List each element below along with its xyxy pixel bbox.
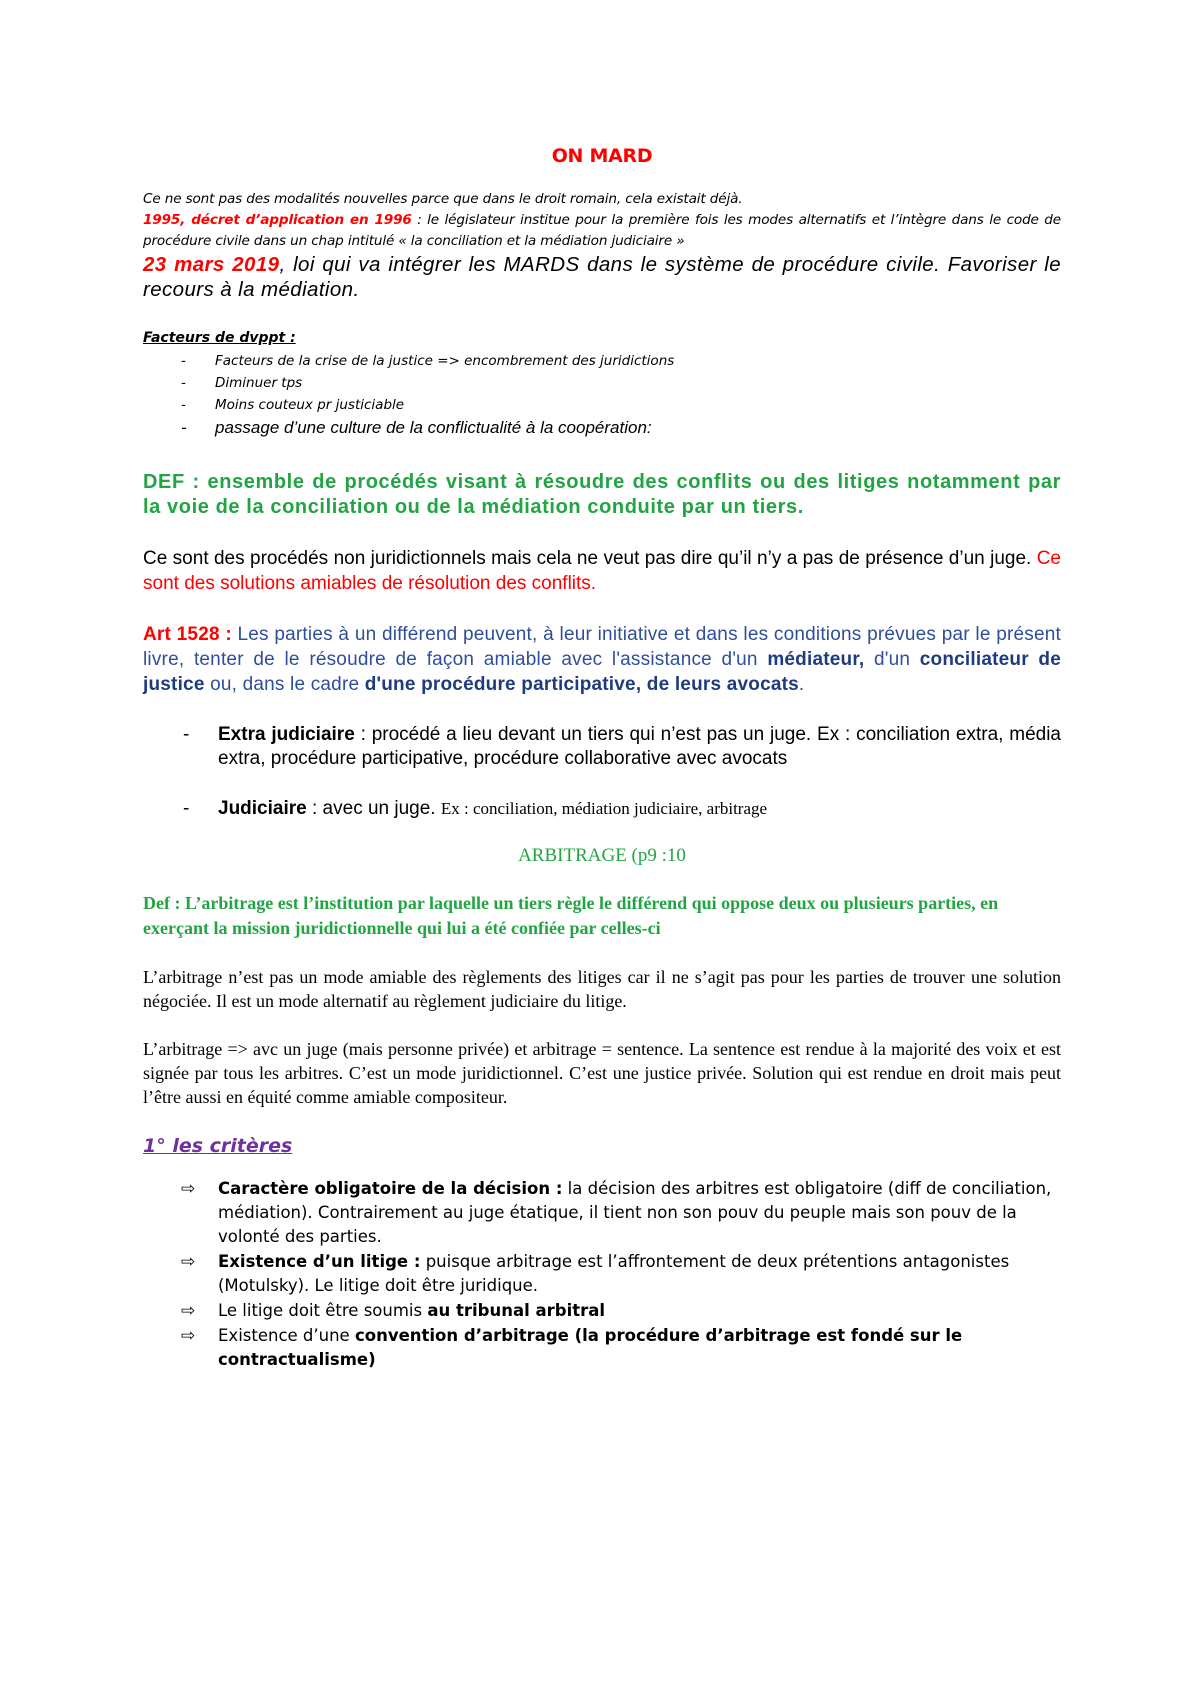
list-item: - Extra judiciaire : procédé a lieu devant un tiers qui n’est pas un juge. Ex : conciliation extra, média extra, procédure participative, procédure collaborative avec avocats bbox=[183, 724, 1062, 769]
dash-bullet: - bbox=[181, 375, 186, 391]
list-item: - Diminuer tps bbox=[143, 372, 1061, 394]
intro-line-2-rest: : le législateur institue pour la première fois les modes alternatifs et l’intègre dans le code de procédure civile dans un chap intitulé « la conciliation et la médiation judiciaire » bbox=[143, 212, 1061, 249]
dash-bullet: - bbox=[183, 798, 190, 819]
list-item: - passage d’une culture de la conflictualité à la coopération: bbox=[143, 416, 1061, 440]
arrow-right-icon: ⇨ bbox=[181, 1301, 196, 1321]
criteria-heading: 1° les critères bbox=[143, 1135, 293, 1157]
arrow-right-icon: ⇨ bbox=[181, 1326, 196, 1346]
intro-line-1: Ce ne sont pas des modalités nouvelles parce que dans le droit romain, cela existait déjà. bbox=[143, 191, 743, 207]
list-item: ⇨ Existence d’une convention d’arbitrage (la procédure d’arbitrage est fondé sur le contractualisme) bbox=[181, 1326, 963, 1369]
article-1528: Art 1528 : Les parties à un différend peuvent, à leur initiative et dans les conditions prévues par le présent livre, tenter de le résoudre de façon amiable avec l'assistance d'un médiateur, d'un conciliateur de justice ou, dans le cadre d'une procédure participative, de leurs avocats. bbox=[143, 624, 1061, 695]
arrow-right-icon: ⇨ bbox=[181, 1179, 196, 1199]
arbitrage-paragraph-2: L’arbitrage => avc un juge (mais personne privée) et arbitrage = sentence. La sentence est rendue à la majorité des voix et est signée par tous les arbitres. C’est un mode juridictionnel. C’est une justice privée. Solution qui est rendue en droit mais peut l’être aussi en équité comme amiable compositeur. bbox=[143, 1039, 1061, 1107]
list-item: - Judiciaire : avec un juge. Ex : conciliation, médiation judiciaire, arbitrage bbox=[183, 798, 768, 819]
list-item: - Facteurs de la crise de la justice => encombrement des juridictions bbox=[143, 350, 1061, 372]
date-1995: 1995, décret d’application en 1996 bbox=[143, 212, 412, 228]
list-item: ⇨ Caractère obligatoire de la décision : la décision des arbitres est obligatoire (diff de conciliation, médiation). Contrairement au juge étatique, il tient non son pouv du peuple mais son pouv de la volonté des parties. bbox=[181, 1179, 1052, 1246]
list-item: ⇨ Le litige doit être soumis au tribunal arbitral bbox=[181, 1301, 606, 1321]
criteria-list bbox=[143, 1177, 1061, 1372]
intro-line-2 bbox=[143, 210, 1061, 252]
document-title: ON MARD bbox=[551, 145, 653, 167]
article-label: Art 1528 : bbox=[143, 624, 232, 645]
factors-heading: Facteurs de dvppt : bbox=[143, 330, 296, 346]
types-list bbox=[143, 723, 1061, 821]
definition: DEF : ensemble de procédés visant à résoudre des conflits ou des litiges notamment par la voie de la conciliation ou de la médiation conduite par un tiers. bbox=[143, 471, 1061, 518]
arrow-right-icon: ⇨ bbox=[181, 1252, 196, 1272]
document-content bbox=[143, 145, 1061, 1373]
dash-bullet: - bbox=[183, 724, 190, 745]
arbitrage-title: ARBITRAGE (p9 :10 bbox=[518, 845, 686, 866]
intro-line-3-rest: , loi qui va intégrer les MARDS dans le système de procédure civile. Favoriser le recours à la médiation. bbox=[143, 253, 1062, 301]
intro-line-3 bbox=[143, 252, 1061, 302]
dash-bullet: - bbox=[181, 397, 186, 413]
arbitrage-definition: Def : L’arbitrage est l’institution par laquelle un tiers règle le différend qui oppose deux ou plusieurs parties, en exerçant la mission juridictionnelle qui lui a été confiée par celles-ci bbox=[143, 893, 999, 938]
arbitrage-paragraph-1: L’arbitrage n’est pas un mode amiable des règlements des litiges car il ne s’agit pas pour les parties de trouver une solution négociée. Il est un mode alternatif au règlement judiciaire du litige. bbox=[143, 967, 1061, 1011]
non-juridictionnel-paragraph: Ce sont des procédés non juridictionnels mais cela ne veut pas dire qu’il n’y a pas de présence d’un juge. Ce sont des solutions amiables de résolution des conflits. bbox=[143, 548, 1061, 594]
list-item: ⇨ Existence d’un litige : puisque arbitrage est l’affrontement de deux prétentions antagonistes (Motulsky). Le litige doit être juridique. bbox=[181, 1252, 1010, 1295]
dash-bullet: - bbox=[181, 353, 186, 369]
date-2019: 23 mars 2019 bbox=[143, 253, 280, 276]
list-item: - Moins couteux pr justiciable bbox=[143, 394, 1061, 416]
dash-bullet: - bbox=[181, 418, 187, 437]
factors-list bbox=[143, 350, 1061, 440]
